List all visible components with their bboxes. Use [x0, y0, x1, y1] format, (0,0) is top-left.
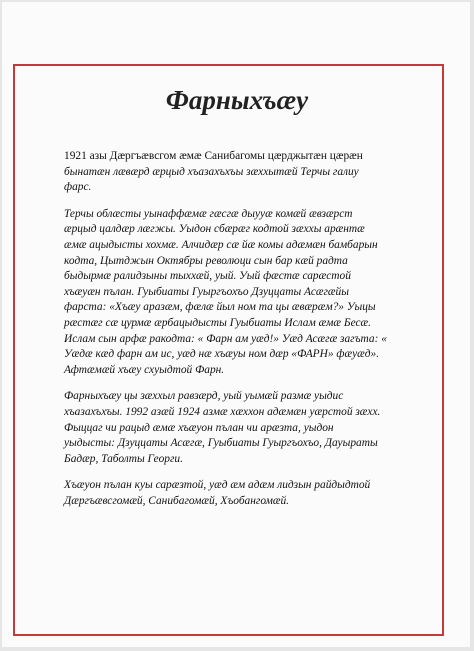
- text-line: рæстæг сæ цурмæ æрбацыдысты Гуыбиаты Ислам æмæ Бесæ.: [64, 316, 372, 329]
- text-line: æмæ ацыдысты хохмæ. Алчидæр сæ йæ комы адæмæн бамбарын: [64, 238, 378, 251]
- text-line: 1921 азы Дæргъæвсгом æмæ Санибагомы цæрджытæн цæрæн: [64, 150, 363, 162]
- document-body: [64, 149, 416, 520]
- document-title: Фарныхъæу: [165, 85, 309, 115]
- text-line: æрцыд цалдæр лæгжы. Уыдон сбæрæг кодтой зæххы арæнтæ: [64, 223, 365, 236]
- text-line: Фарныхъæу цы зæххыл равзæрд, уый уымæй размæ уыдис: [64, 390, 344, 403]
- paragraph-1: [64, 149, 416, 196]
- text-line: фарс.: [64, 181, 92, 194]
- text-line: Афтæмæй хъæу схуыдтой Фарн.: [64, 363, 225, 376]
- text-line: Бадæр, Таболты Георги.: [64, 452, 183, 465]
- text-line: Ислам сын арфæ ракодта: « Фарн ам уæд!» Уæд Асæгæ загъта: «: [64, 332, 387, 345]
- text-line: уыдысты: Дзуццаты Асæгæ, Гуыбиаты Гуыргъохъо, Дауыраты: [64, 437, 378, 450]
- paragraph-2: [64, 207, 416, 379]
- text-line: быдырмæ ралидзыны тыххæй, уый. Уый фæстæ сарæстой: [64, 270, 351, 283]
- text-line: Хъæуон пълан куы сарæзтой, уæд æм адæм лидзын райдыдтой: [64, 479, 371, 492]
- text-line: Уæдæ кæд фарн ам ис, уæд нæ хъæуы ном дæр «ФАРН» фæуæд».: [64, 348, 380, 361]
- text-line: фарста: «Хъæу аразæм, фæлæ йыл ном та цы æвæрæм?» Уыцы: [64, 301, 376, 314]
- paragraph-4: [64, 478, 416, 509]
- text-line: Терчы облæсты уынаффæмæ гæсгæ дыууæ комæй æвзæрст: [64, 207, 353, 220]
- text-line: хъæуæн пълан. Гуыбиаты Гуыргъохъо Дзуццаты Асæгæйы: [64, 285, 349, 298]
- text-line: Дæргъæвсгомæй, Санибагомæй, Хъобангомæй.: [64, 494, 290, 507]
- text-line: хъазахъхъы. 1992 азæй 1924 азмæ хæххон адæмæн уæрстой зæхх.: [64, 405, 381, 418]
- paragraph-3: [64, 389, 416, 467]
- text-line: бынатæн лæвæрд æрцыд хъазахъхъы зæххытæй Терчы галиу: [64, 165, 359, 178]
- text-line: кодта, Цытджын Октябры революци сын бар кæй радта: [64, 254, 348, 267]
- text-line: Фыццаг чи рацыд æмæ хъæуон пълан чи арæзта, уыдон: [64, 421, 334, 434]
